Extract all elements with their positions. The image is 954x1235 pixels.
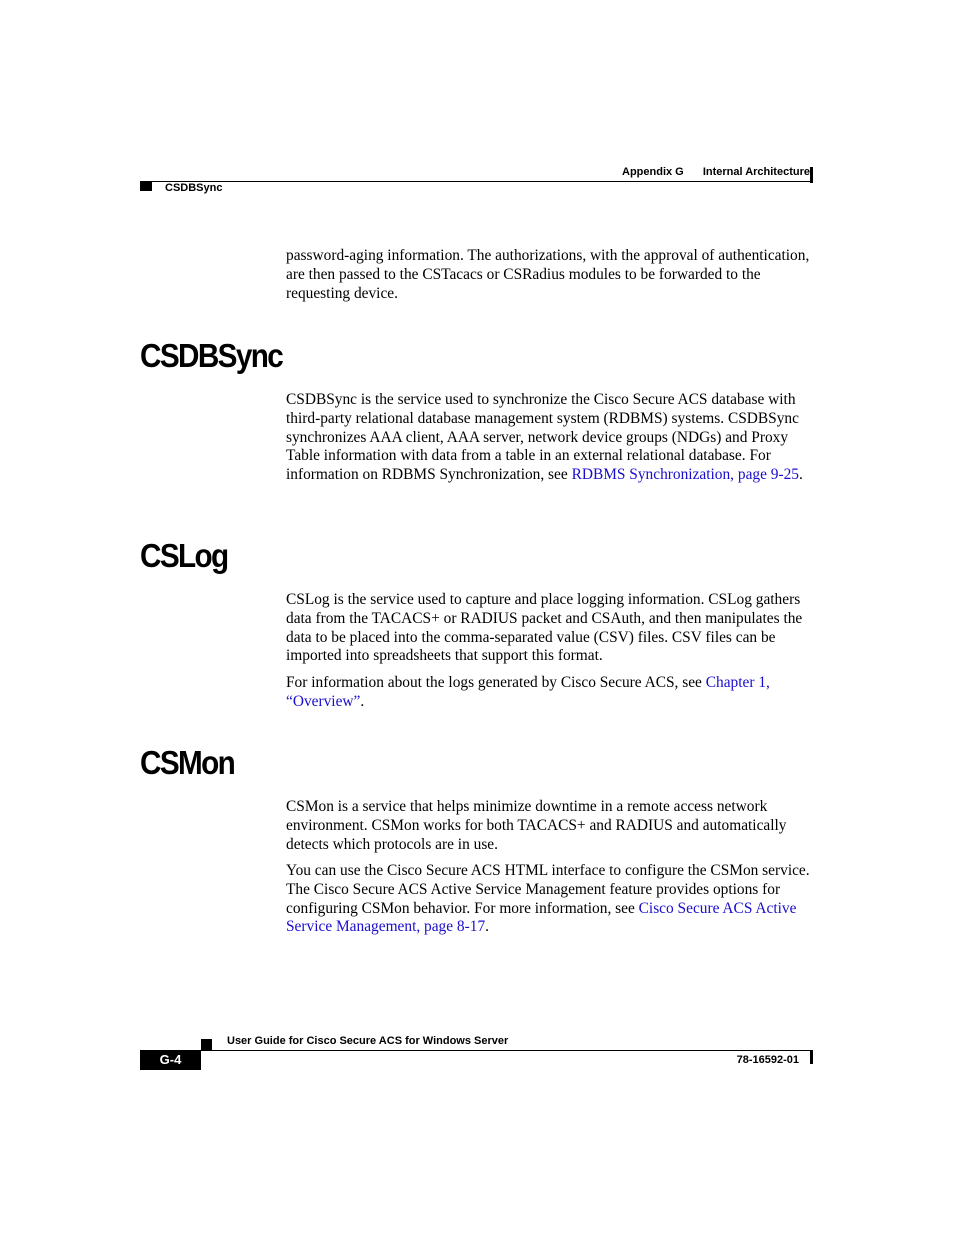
footer-bar [810,1050,813,1064]
cslog-paragraph-2 [286,674,818,712]
section-heading-csmon: CSMon [140,744,235,781]
active-service-management-link[interactable]: Cisco Secure ACS Active Service Management, page 8-17 [286,899,797,936]
header-section: CSDBSync [165,182,223,194]
csmon-paragraph-2 [286,862,818,937]
cslog-paragraph-1: CSLog is the service used to capture and place logging information. CSLog gathers data from the TACACS+ or RADIUS packet and CSAuth, and then manipulates the data to be placed into the comma-separated value (CSV) files. CSV files can be imported into spreadsheets that support this format. [286,591,803,665]
overview-chapter-link[interactable]: Chapter 1, “Overview” [286,674,770,710]
paragraph-text: You can use the Cisco Secure ACS HTML interface to configure the CSMon service. The Cisco Secure ACS Active Service Management feature provides options for configuring CSMon behavior. For more information, see [286,862,810,917]
paragraph-end: . [485,918,490,936]
doc-number: 78-16592-01 [736,1054,799,1066]
csmon-paragraph-1: CSMon is a service that helps minimize downtime in a remote access network environment. CSMon works for both TACACS+ and RADIUS and automatically detects which protocols are in use. [286,798,787,853]
header-rule [140,181,813,182]
footer-marker [201,1039,212,1050]
csdbsync-paragraph [286,391,818,485]
footer-guide-title: User Guide for Cisco Secure ACS for Windows Server [227,1035,509,1047]
paragraph-text: For information about the logs generated by Cisco Secure ACS, see [286,674,706,691]
paragraph-text: CSDBSync is the service used to synchronize the Cisco Secure ACS database with third-party relational database management system (RDBMS) systems. CSDBSync synchronizes AAA client, AAA server, network device groups (NDGs) and Proxy Table information with data from a table in an external relational database. For information on RDBMS Synchronization, see [286,391,799,484]
header-appendix: Appendix G [622,166,684,178]
paragraph-end: . [360,692,365,710]
intro-paragraph: password-aging information. The authorizations, with the approval of authentication, are then passed to the CSTacacs or CSRadius modules to be forwarded to the requesting device. [286,247,810,302]
header-marker [140,182,152,191]
section-heading-cslog: CSLog [140,537,228,574]
header-chapter-title: Internal Architecture [702,166,810,178]
footer-rule [140,1050,813,1051]
rdbms-sync-link[interactable]: RDBMS Synchronization, page 9-25 [571,466,799,484]
paragraph-end: . [798,466,803,484]
section-heading-csdbsync: CSDBSync [140,337,283,374]
page-number: G-4 [140,1050,201,1070]
running-header [622,166,810,178]
